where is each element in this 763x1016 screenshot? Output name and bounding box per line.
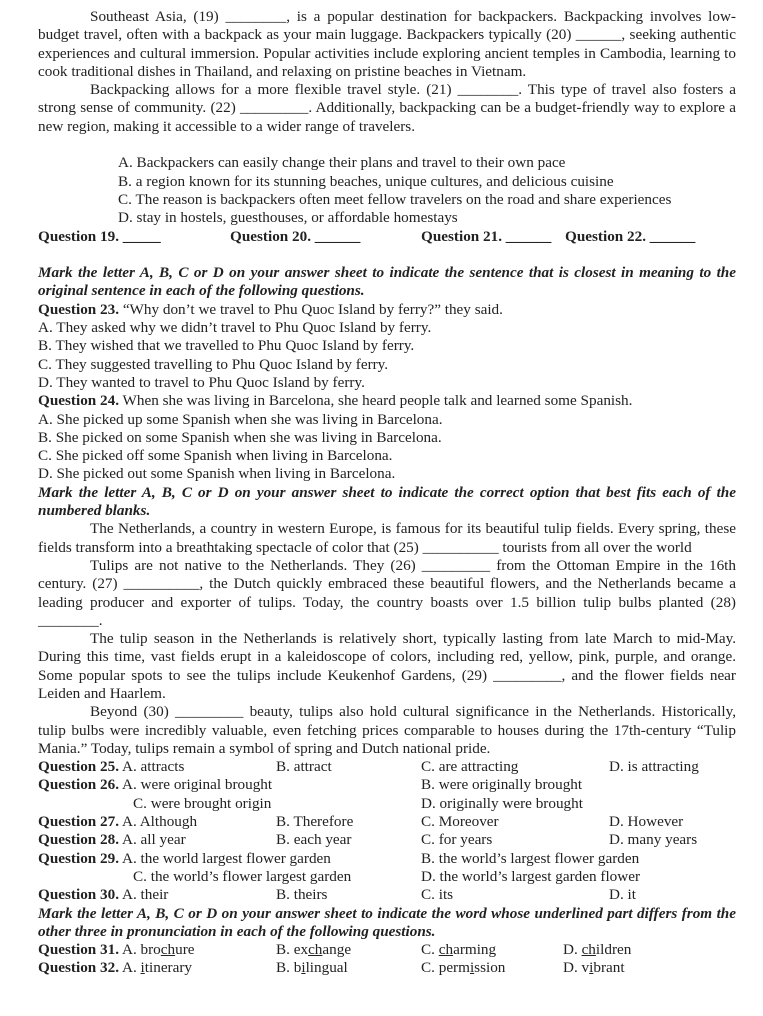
q26-option-b: B. were originally brought [421, 776, 583, 794]
instruction-pronunciation: Mark the letter A, B, C or D on your answer sheet to indicate the word whose underlined part differs from the other three in pronunciation in each of the following questions. [38, 904, 736, 940]
options-list-19-22 [38, 154, 736, 227]
q26-option-a: A. were original brought [119, 776, 273, 794]
question-24-label: Question 24. [38, 392, 120, 410]
q27-option-a: A. Although [119, 813, 198, 831]
question-27-label: Question 27. [38, 813, 120, 831]
q25-option-a: A. attracts [119, 758, 185, 776]
question-30-label: Question 30. [38, 886, 120, 904]
q28-option-d: D. many years [609, 831, 698, 849]
q24-option-c: C. She picked off some Spanish when living in Barcelona. [38, 447, 393, 465]
q23-option-a: A. They asked why we didn’t travel to Phu Quoc Island by ferry. [38, 319, 432, 337]
q29-option-a: A. the world largest flower garden [119, 849, 331, 867]
q23-option-b: B. They wished that we travelled to Phu Quoc Island by ferry. [38, 337, 415, 355]
question-29-label: Question 29. [38, 849, 120, 867]
answer-20: Question 20. ______ [230, 227, 361, 245]
q29-option-c: C. the world’s flower largest garden [133, 867, 352, 885]
q27-option-b: B. Therefore [276, 813, 354, 831]
option-a: A. Backpackers can easily change their plans and travel to their own pace [118, 154, 566, 172]
option-d: D. stay in hostels, guesthouses, or affordable homestays [118, 209, 458, 227]
option-b: B. a region known for its stunning beaches, unique cultures, and delicious cuisine [118, 172, 614, 190]
question-24-stem: When she was living in Barcelona, she heard people talk and learned some Spanish. [119, 392, 633, 410]
q31-option-d: D. children [563, 941, 632, 959]
q32-option-c: C. permission [421, 959, 506, 977]
q30-option-c: C. its [421, 886, 454, 904]
question-26 [38, 776, 736, 794]
question-26-row2 [38, 795, 736, 813]
question-26-label: Question 26. [38, 776, 120, 794]
q31-option-c: C. charming [421, 941, 497, 959]
q24-option-d: D. She picked out some Spanish when living in Barcelona. [38, 465, 396, 483]
question-27 [38, 813, 736, 831]
question-25 [38, 758, 736, 776]
q25-option-b: B. attract [276, 758, 332, 776]
q30-option-a: A. their [119, 886, 169, 904]
q23-option-d: D. They wanted to travel to Phu Quoc Island by ferry. [38, 373, 365, 391]
q31-option-a: A. brochure [119, 941, 195, 959]
passage2-para2: Tulips are not native to the Netherlands. They (26) _________ from the Ottoman Empire in the 16th century. (27) __________, the Dutch quickly embraced these beautiful flowers, and the Netherlands became a leading producer and exporter of tulips. Today, the country boasts over 1.5 billion tulip bulbs planted (28) ________. [38, 556, 736, 629]
option-c: C. The reason is backpackers often meet fellow travelers on the road and share experiences [118, 190, 672, 208]
answer-21: Question 21. ______ [421, 227, 552, 245]
question-32 [38, 959, 736, 977]
question-29-row2 [38, 868, 736, 886]
passage2-para3: The tulip season in the Netherlands is relatively short, typically lasting from late March to mid-May. During this time, vast fields erupt in a kaleidoscope of colors, including red, yellow, pink, purple, and orange. Some popular spots to see the tulips include Keukenhof Gardens, (29) _________, and the flower fields near Leiden and Haarlem. [38, 630, 736, 702]
passage1-para1: Southeast Asia, (19) ________, is a popular destination for backpackers. Backpacking involves low-budget travel, often with a backpack as your main luggage. Backpackers typically (20) ______, seeking authentic experiences and cultural immersion. Popular activities include exploring ancient temples in Cambodia, learning to cook traditional dishes in Thailand, and relaxing on pristine beaches in Vietnam. [38, 8, 736, 80]
q27-option-d: D. However [609, 813, 684, 831]
q32-option-d: D. vibrant [563, 959, 625, 977]
question-31 [38, 941, 736, 959]
q32-option-b: B. bilingual [276, 959, 348, 977]
q29-option-d: D. the world’s largest garden flower [421, 867, 641, 885]
q24-option-b: B. She picked on some Spanish when she was living in Barcelona. [38, 428, 442, 446]
q24-option-a: A. She picked up some Spanish when she was living in Barcelona. [38, 410, 443, 428]
question-28-label: Question 28. [38, 831, 120, 849]
question-24 [38, 392, 736, 410]
passage2-para4: Beyond (30) _________ beauty, tulips also hold cultural significance in the Netherlands. Historically, tulip bulbs were incredibly valuable, even fetching prices comparable to houses during the 17th-century “Tulip Mania.” Today, tulips remain a symbol of spring and Dutch national pride. [38, 703, 736, 757]
question-30 [38, 886, 736, 904]
q25-option-d: D. is attracting [609, 758, 699, 776]
question-28 [38, 831, 736, 849]
question-23-label: Question 23. [38, 300, 120, 318]
q31-option-b: B. exchange [276, 941, 352, 959]
question-23 [38, 301, 736, 319]
question-32-label: Question 32. [38, 959, 120, 977]
question-23-stem: “Why don’t we travel to Phu Quoc Island by ferry?” they said. [119, 300, 503, 318]
q28-option-b: B. each year [276, 831, 352, 849]
q28-option-a: A. all year [119, 831, 186, 849]
answer-19: Question 19. _____ [38, 227, 161, 245]
q30-option-b: B. theirs [276, 886, 328, 904]
q29-option-b: B. the world’s largest flower garden [421, 849, 640, 867]
passage1-para2: Backpacking allows for a more flexible travel style. (21) ________. This type of travel also fosters a strong sense of community. (22) _________. Additionally, backpacking can be a budget-friendly way to explore a new region, making it accessible to a wider range of travelers. [38, 81, 736, 135]
passage2-para1: The Netherlands, a country in western Europe, is famous for its beautiful tulip fields. Every spring, these fields transform into a breathtaking spectacle of color that (25) __________ tourists from all over the world [38, 520, 736, 556]
q28-option-c: C. for years [421, 831, 493, 849]
q32-option-a: A. itinerary [119, 959, 193, 977]
q26-option-d: D. originally were brought [421, 794, 583, 812]
q26-option-c: C. were brought origin [133, 794, 272, 812]
question-29 [38, 850, 736, 868]
answer-22: Question 22. ______ [565, 227, 696, 245]
question-25-label: Question 25. [38, 758, 120, 776]
answer-row-19-22 [38, 228, 736, 246]
exam-page [38, 8, 736, 978]
q23-option-c: C. They suggested travelling to Phu Quoc Island by ferry. [38, 355, 389, 373]
instruction-closest-meaning: Mark the letter A, B, C or D on your answer sheet to indicate the sentence that is closest in meaning to the original sentence in each of the following questions. [38, 264, 736, 300]
q25-option-c: C. are attracting [421, 758, 519, 776]
question-31-label: Question 31. [38, 941, 120, 959]
q30-option-d: D. it [609, 886, 637, 904]
q27-option-c: C. Moreover [421, 813, 499, 831]
instruction-best-fit: Mark the letter A, B, C or D on your answer sheet to indicate the correct option that best fits each of the numbered blanks. [38, 483, 736, 520]
